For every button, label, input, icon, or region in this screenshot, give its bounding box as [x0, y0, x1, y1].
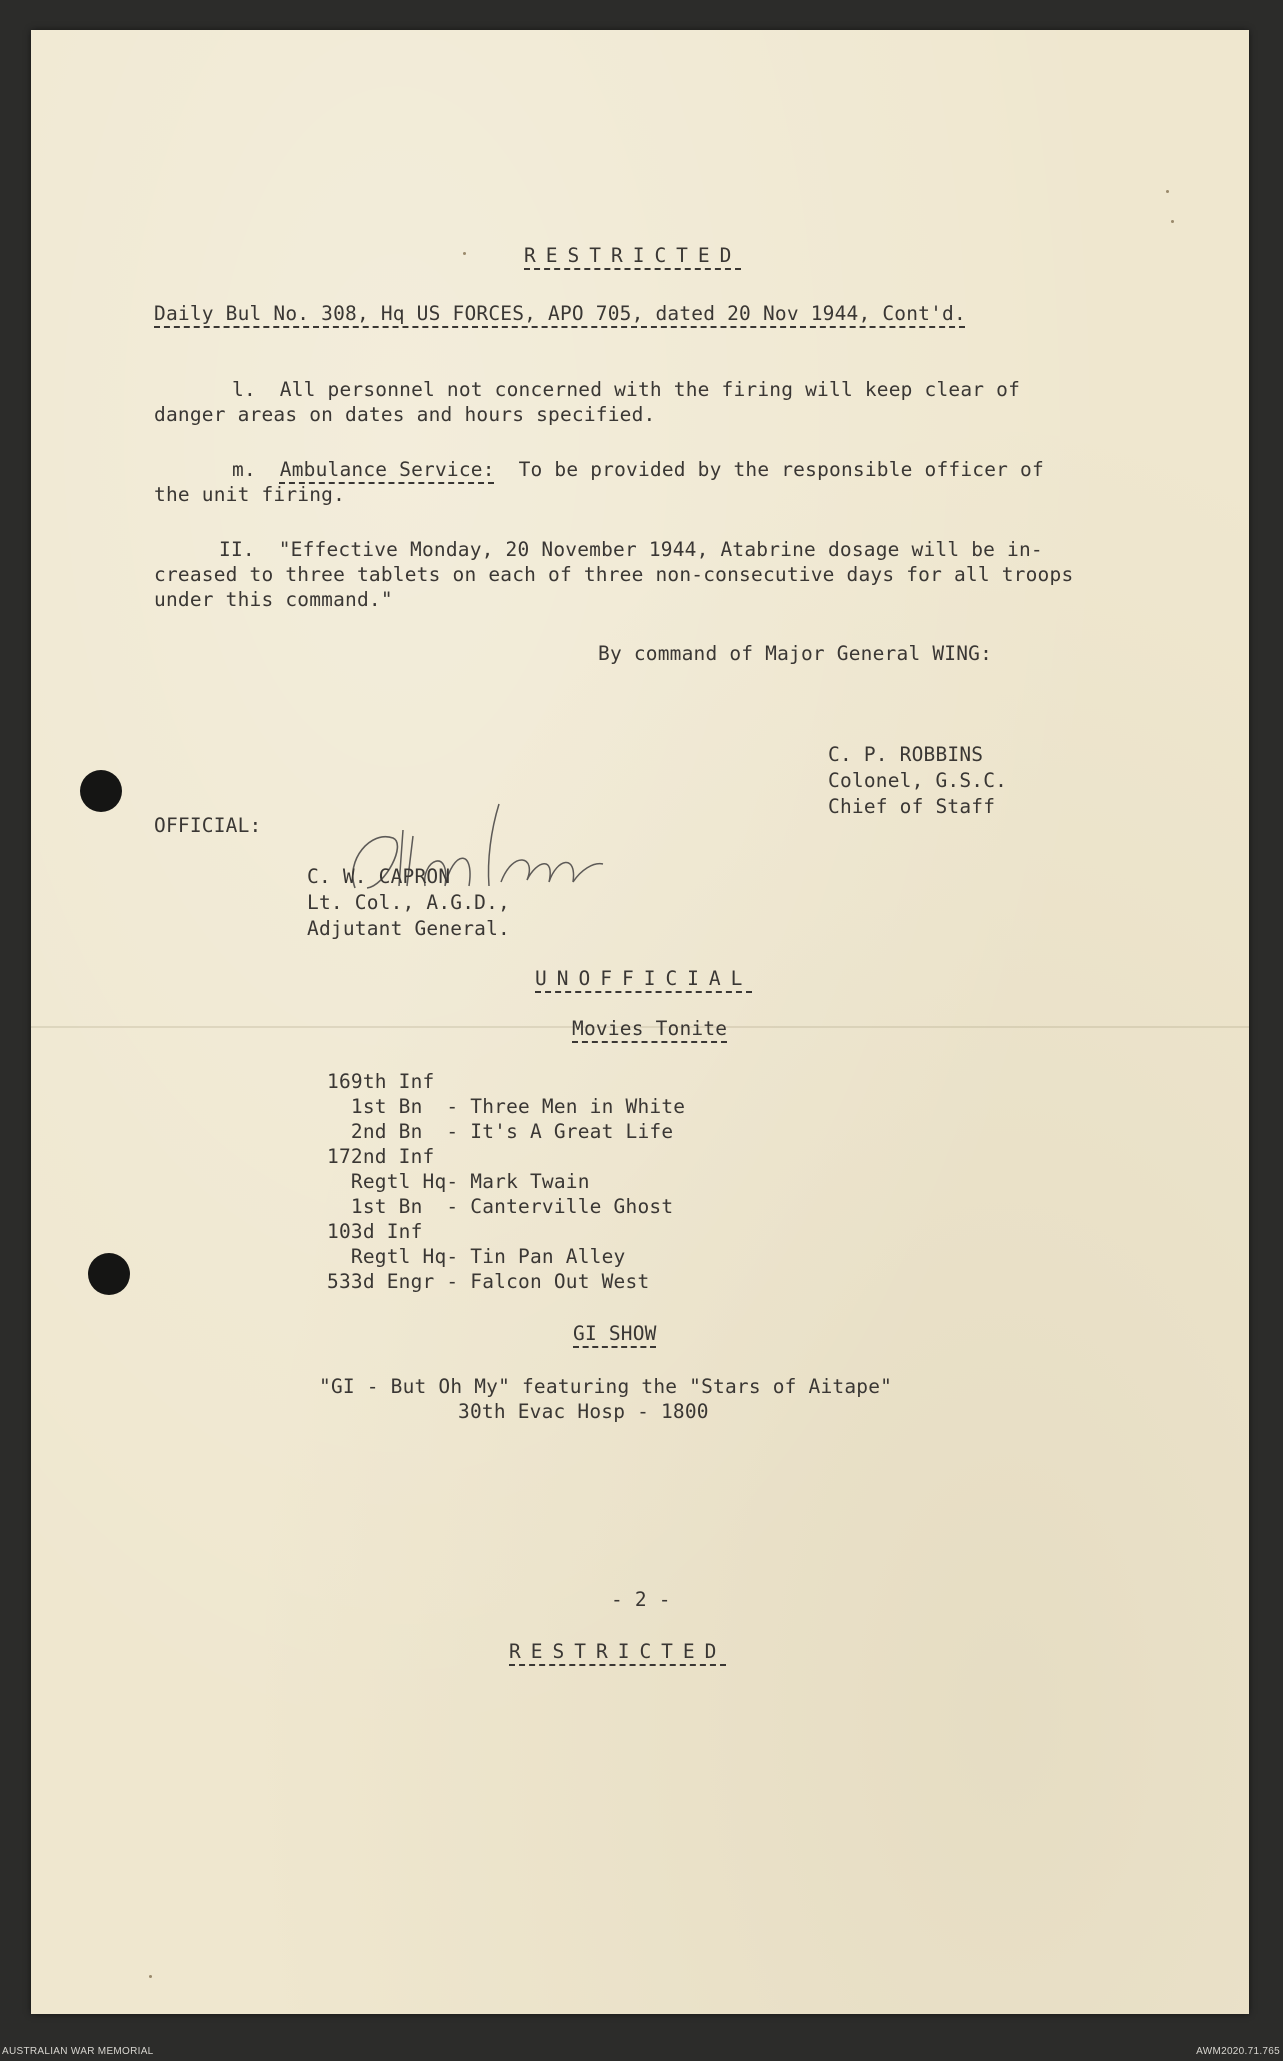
movie-line: 2nd Bn - It's A Great Life: [327, 1120, 674, 1143]
movie-line: 103d Inf: [327, 1220, 423, 1243]
punch-hole-bottom: [88, 1253, 130, 1295]
movies-tonite-heading: Movies Tonite: [572, 1017, 728, 1040]
movie-line: 1st Bn - Canterville Ghost: [327, 1195, 674, 1218]
archive-credit: AUSTRALIAN WAR MEMORIAL: [2, 2046, 154, 2057]
movie-line: 1st Bn - Three Men in White: [327, 1095, 686, 1118]
movie-line: Regtl Hq- Tin Pan Alley: [327, 1245, 626, 1268]
movie-line: 533d Engr - Falcon Out West: [327, 1270, 650, 1293]
adjutant-name: C. W. CAPRON: [307, 865, 451, 888]
gi-show-line-1: "GI - But Oh My" featuring the "Stars of Aitape": [319, 1375, 893, 1398]
ambulance-service-heading: Ambulance Service:: [279, 458, 495, 481]
movie-line: 169th Inf: [327, 1070, 435, 1093]
paragraph-ii-line-2: creased to three tablets on each of three non-consecutive days for all troops: [154, 563, 1074, 586]
gi-show-heading: GI SHOW: [573, 1322, 657, 1345]
movie-line: 172nd Inf: [327, 1145, 435, 1168]
official-label: OFFICIAL:: [154, 814, 262, 837]
classification-header: RESTRICTED: [524, 244, 742, 267]
paper-speck: [463, 252, 466, 255]
chief-of-staff-title: Chief of Staff: [828, 795, 996, 818]
paper-speck: [1171, 220, 1174, 223]
bulletin-reference: Daily Bul No. 308, Hq US FORCES, APO 705, dated 20 Nov 1944, Cont'd.: [154, 302, 966, 325]
punch-hole-top: [80, 770, 122, 812]
paragraph-m-prefix: m.: [232, 458, 280, 481]
paragraph-l-line-1: l. All personnel not concerned with the firing will keep clear of: [232, 378, 1021, 401]
unofficial-heading: UNOFFICIAL: [535, 967, 753, 990]
chief-of-staff-rank: Colonel, G.S.C.: [828, 769, 1008, 792]
gi-show-line-2: 30th Evac Hosp - 1800: [458, 1400, 709, 1423]
document-sheet: [31, 30, 1249, 2014]
paragraph-ii-line-3: under this command.": [154, 588, 393, 611]
page-number: - 2 -: [611, 1588, 671, 1611]
movie-line: Regtl Hq- Mark Twain: [327, 1170, 590, 1193]
adjutant-rank: Lt. Col., A.G.D.,: [307, 891, 510, 914]
by-command-line: By command of Major General WING:: [598, 642, 993, 665]
classification-footer: RESTRICTED: [509, 1640, 727, 1663]
paragraph-m-line-1: [232, 458, 1044, 481]
paragraph-ii-line-1: II. "Effective Monday, 20 November 1944, Atabrine dosage will be in-: [219, 538, 1043, 561]
archive-id: AWM2020.71.765: [1196, 2046, 1280, 2057]
paragraph-m-rest: To be provided by the responsible officer of: [494, 458, 1044, 481]
paragraph-m-line-2: the unit firing.: [154, 483, 346, 506]
adjutant-title: Adjutant General.: [307, 917, 510, 940]
paper-speck: [1166, 190, 1169, 193]
chief-of-staff-name: C. P. ROBBINS: [828, 743, 984, 766]
paper-speck: [149, 1975, 152, 1978]
paragraph-l-line-2: danger areas on dates and hours specified.: [154, 403, 656, 426]
